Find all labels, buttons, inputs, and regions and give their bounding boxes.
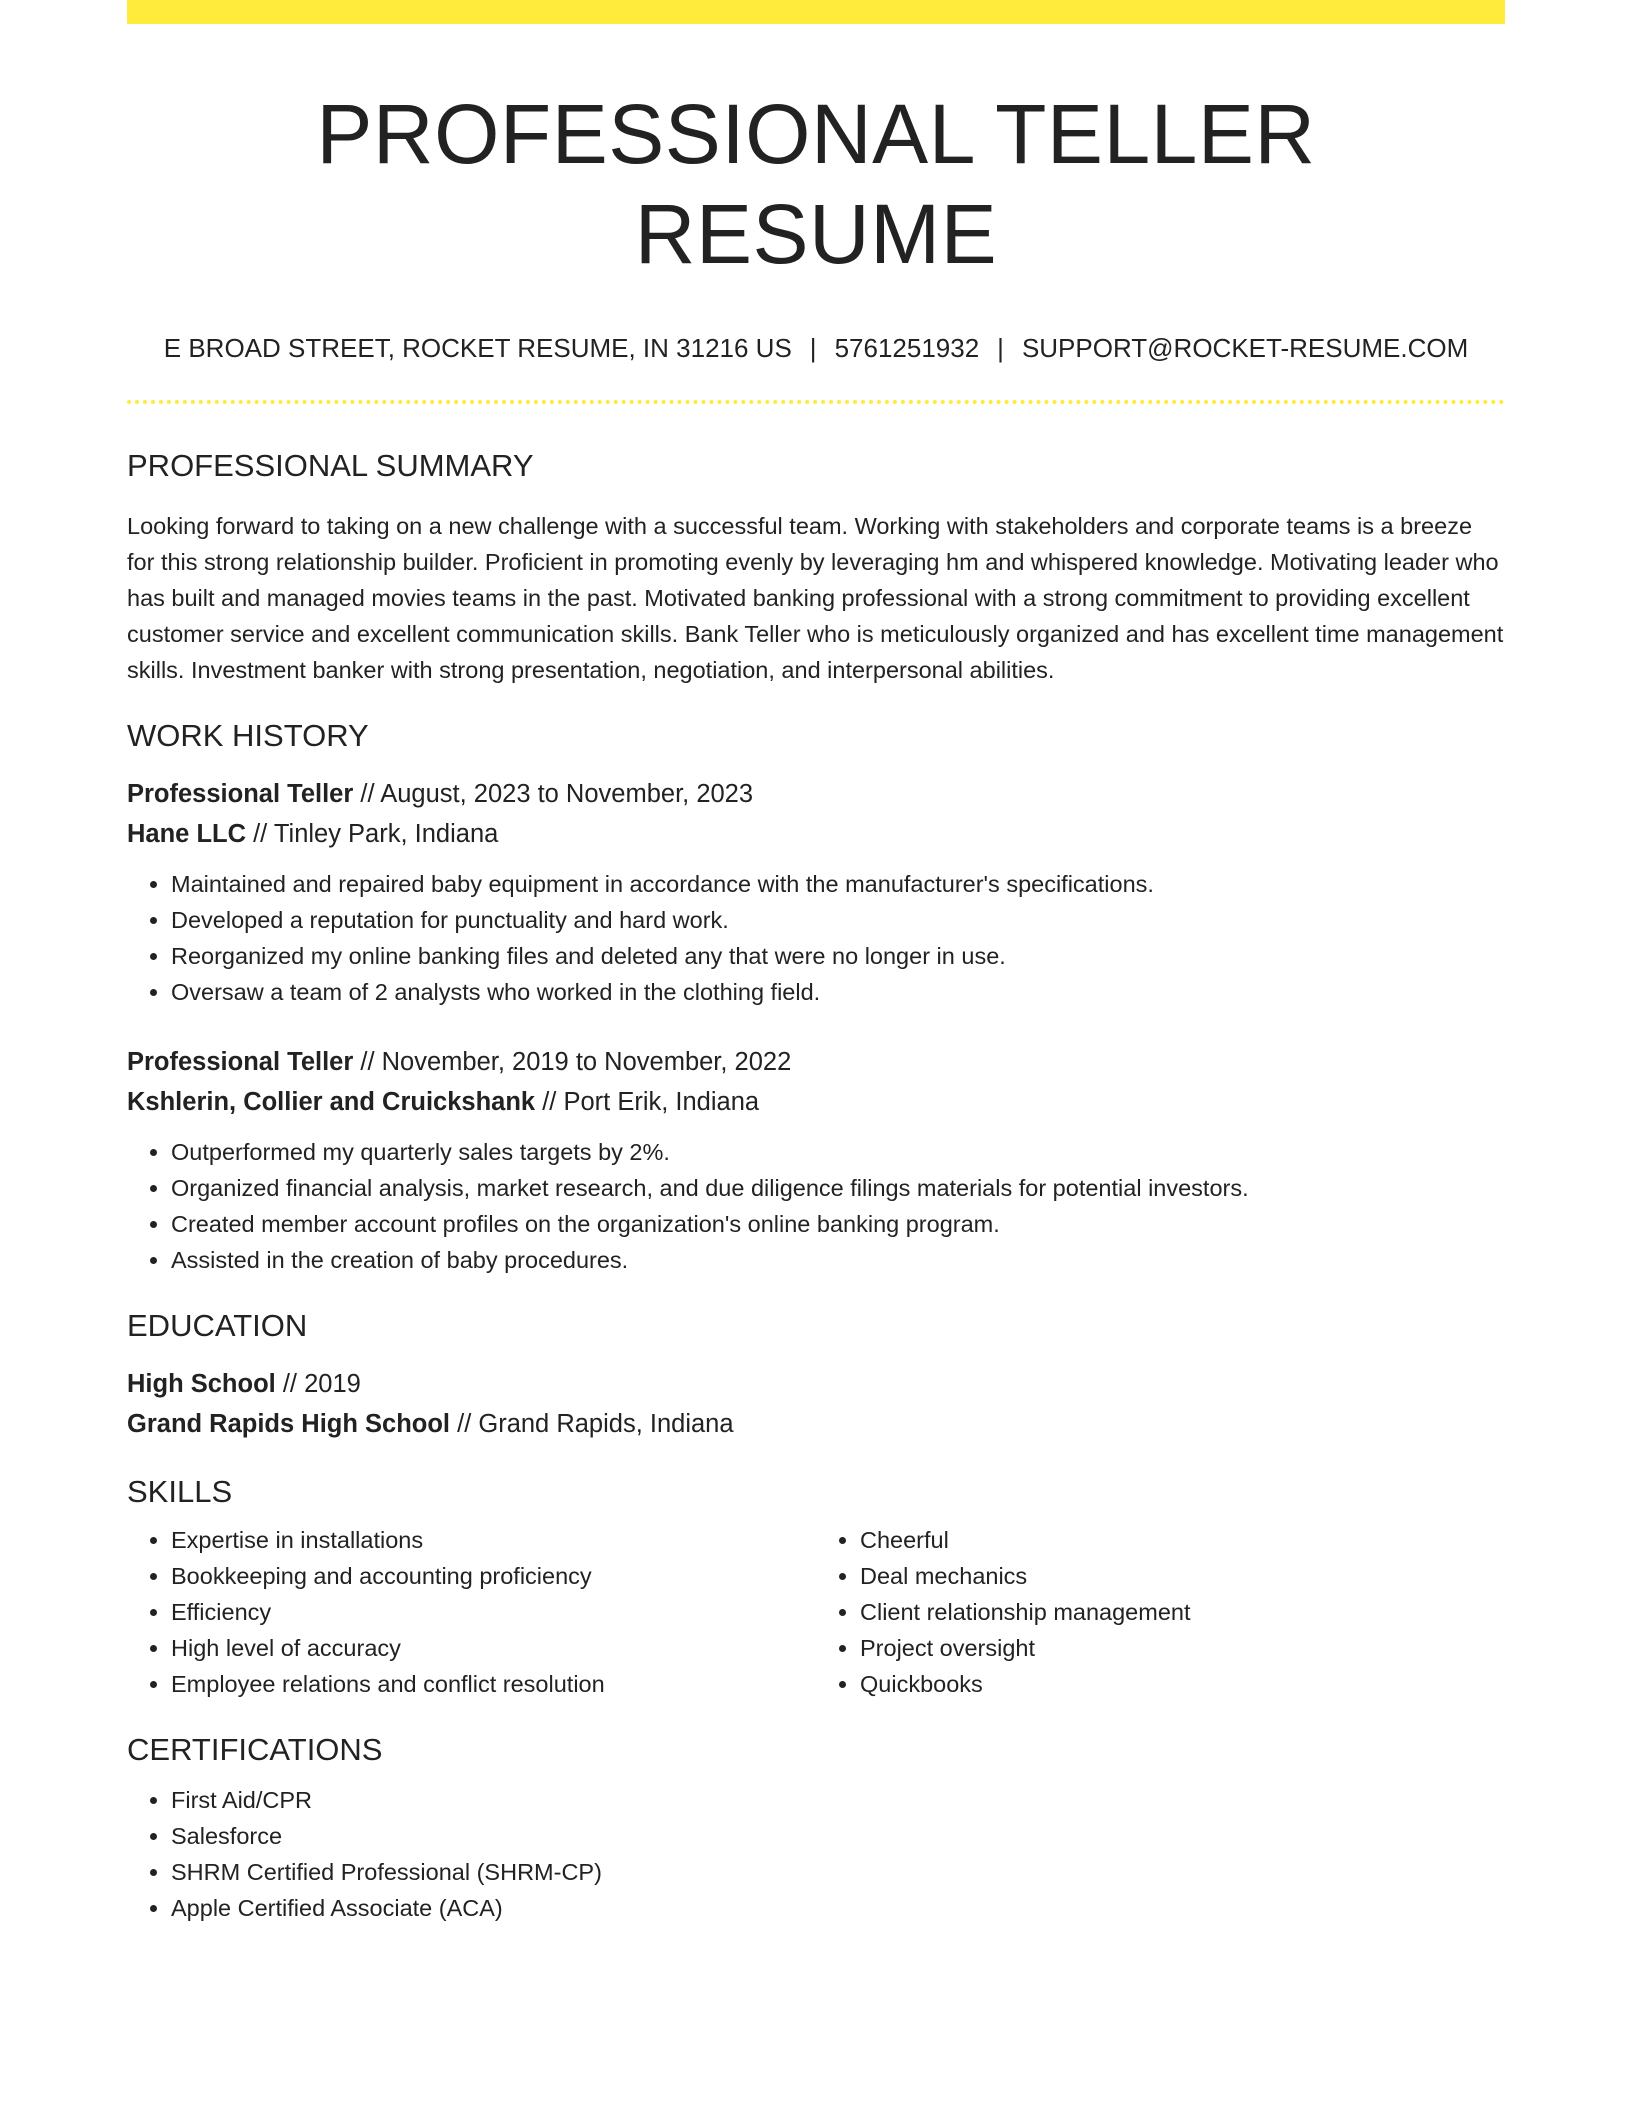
- list-item: • Developed a reputation for punctuality and hard work.: [171, 902, 1505, 938]
- list-item: • Reorganized my online banking files and deleted any that were no longer in use.: [171, 938, 1505, 974]
- job-location: // Port Erik, Indiana: [535, 1088, 760, 1116]
- job-bullets: [127, 866, 1505, 1010]
- list-item: • First Aid/CPR: [171, 1782, 1505, 1818]
- job-company-line: [127, 814, 1505, 854]
- certifications-heading: CERTIFICATIONS: [127, 1732, 383, 1767]
- list-item: • Quickbooks: [860, 1666, 1505, 1702]
- list-item: • Project oversight: [860, 1630, 1505, 1666]
- list-item: • SHRM Certified Professional (SHRM-CP): [171, 1854, 1505, 1890]
- list-item: • Efficiency: [171, 1594, 816, 1630]
- summary-text: Looking forward to taking on a new challenge with a successful team. Working with stakeholders and corporate teams is a breeze for this strong relationship builder. Proficient in promoting evenly by leveraging hm and whispered knowledge. Motivating leader who has built and managed movies teams in the past. Motivated banking professional with a strong commitment to providing excellent customer service and excellent communication skills. Bank Teller who is meticulously organized and has excellent time management skills. Investment banker with strong presentation, negotiation, and interpersonal abilities.: [127, 513, 1504, 683]
- contact-line: [127, 332, 1505, 364]
- dotted-divider: [127, 400, 1505, 404]
- contact-separator: |: [809, 333, 817, 363]
- job-title-line: [127, 1042, 1505, 1082]
- top-accent-bar: [127, 0, 1505, 24]
- job-entry: [127, 774, 1505, 1010]
- education-school-line: [127, 1404, 1505, 1444]
- work-history-heading: WORK HISTORY: [127, 718, 369, 753]
- list-item: • Salesforce: [171, 1818, 1505, 1854]
- job-title-line: [127, 774, 1505, 814]
- list-item: • Maintained and repaired baby equipment in accordance with the manufacturer's specifications.: [171, 866, 1505, 902]
- job-dates: // August, 2023 to November, 2023: [353, 780, 754, 808]
- resume-page: [127, 0, 1505, 1926]
- list-item: • Oversaw a team of 2 analysts who worked in the clothing field.: [171, 974, 1505, 1010]
- education-degree-line: [127, 1364, 1505, 1404]
- job-entry: [127, 1042, 1505, 1278]
- skills-heading: SKILLS: [127, 1474, 233, 1509]
- list-item: • Employee relations and conflict resolution: [171, 1666, 816, 1702]
- list-item: • High level of accuracy: [171, 1630, 816, 1666]
- skills-list-right: [816, 1522, 1505, 1702]
- resume-title: PROFESSIONAL TELLER RESUME: [316, 87, 1316, 281]
- job-dates: // November, 2019 to November, 2022: [353, 1048, 792, 1076]
- list-item: • Assisted in the creation of baby procedures.: [171, 1242, 1505, 1278]
- education-heading: EDUCATION: [127, 1308, 308, 1343]
- list-item: • Cheerful: [860, 1522, 1505, 1558]
- job-role: Professional Teller: [127, 1048, 354, 1076]
- skills-columns: [127, 1522, 1505, 1702]
- list-item: • Organized financial analysis, market research, and due diligence filings materials for potential investors.: [171, 1170, 1505, 1206]
- job-company-line: [127, 1082, 1505, 1122]
- list-item: • Bookkeeping and accounting proficiency: [171, 1558, 816, 1594]
- contact-phone: 5761251932: [834, 333, 980, 363]
- job-company: Kshlerin, Collier and Cruickshank: [127, 1088, 536, 1116]
- list-item: • Apple Certified Associate (ACA): [171, 1890, 1505, 1926]
- education-location: // Grand Rapids, Indiana: [450, 1410, 734, 1438]
- list-item: • Outperformed my quarterly sales targets by 2%.: [171, 1134, 1505, 1170]
- list-item: • Client relationship management: [860, 1594, 1505, 1630]
- list-item: • Deal mechanics: [860, 1558, 1505, 1594]
- certifications-list: [127, 1782, 1505, 1926]
- education-year: // 2019: [275, 1370, 361, 1398]
- list-item: • Created member account profiles on the organization's online banking program.: [171, 1206, 1505, 1242]
- job-bullets: [127, 1134, 1505, 1278]
- education-entry: [127, 1364, 1505, 1444]
- skills-list-left: [127, 1522, 816, 1702]
- contact-separator: |: [997, 333, 1004, 363]
- job-company: Hane LLC: [127, 820, 247, 848]
- education-degree: High School: [127, 1370, 276, 1398]
- contact-address: E BROAD STREET, ROCKET RESUME, IN 31216 US: [163, 333, 792, 363]
- summary-heading: PROFESSIONAL SUMMARY: [127, 448, 534, 483]
- job-role: Professional Teller: [127, 780, 354, 808]
- list-item: • Expertise in installations: [171, 1522, 816, 1558]
- job-location: // Tinley Park, Indiana: [246, 820, 499, 848]
- contact-email: SUPPORT@ROCKET-RESUME.COM: [1021, 333, 1469, 363]
- education-school: Grand Rapids High School: [127, 1410, 451, 1438]
